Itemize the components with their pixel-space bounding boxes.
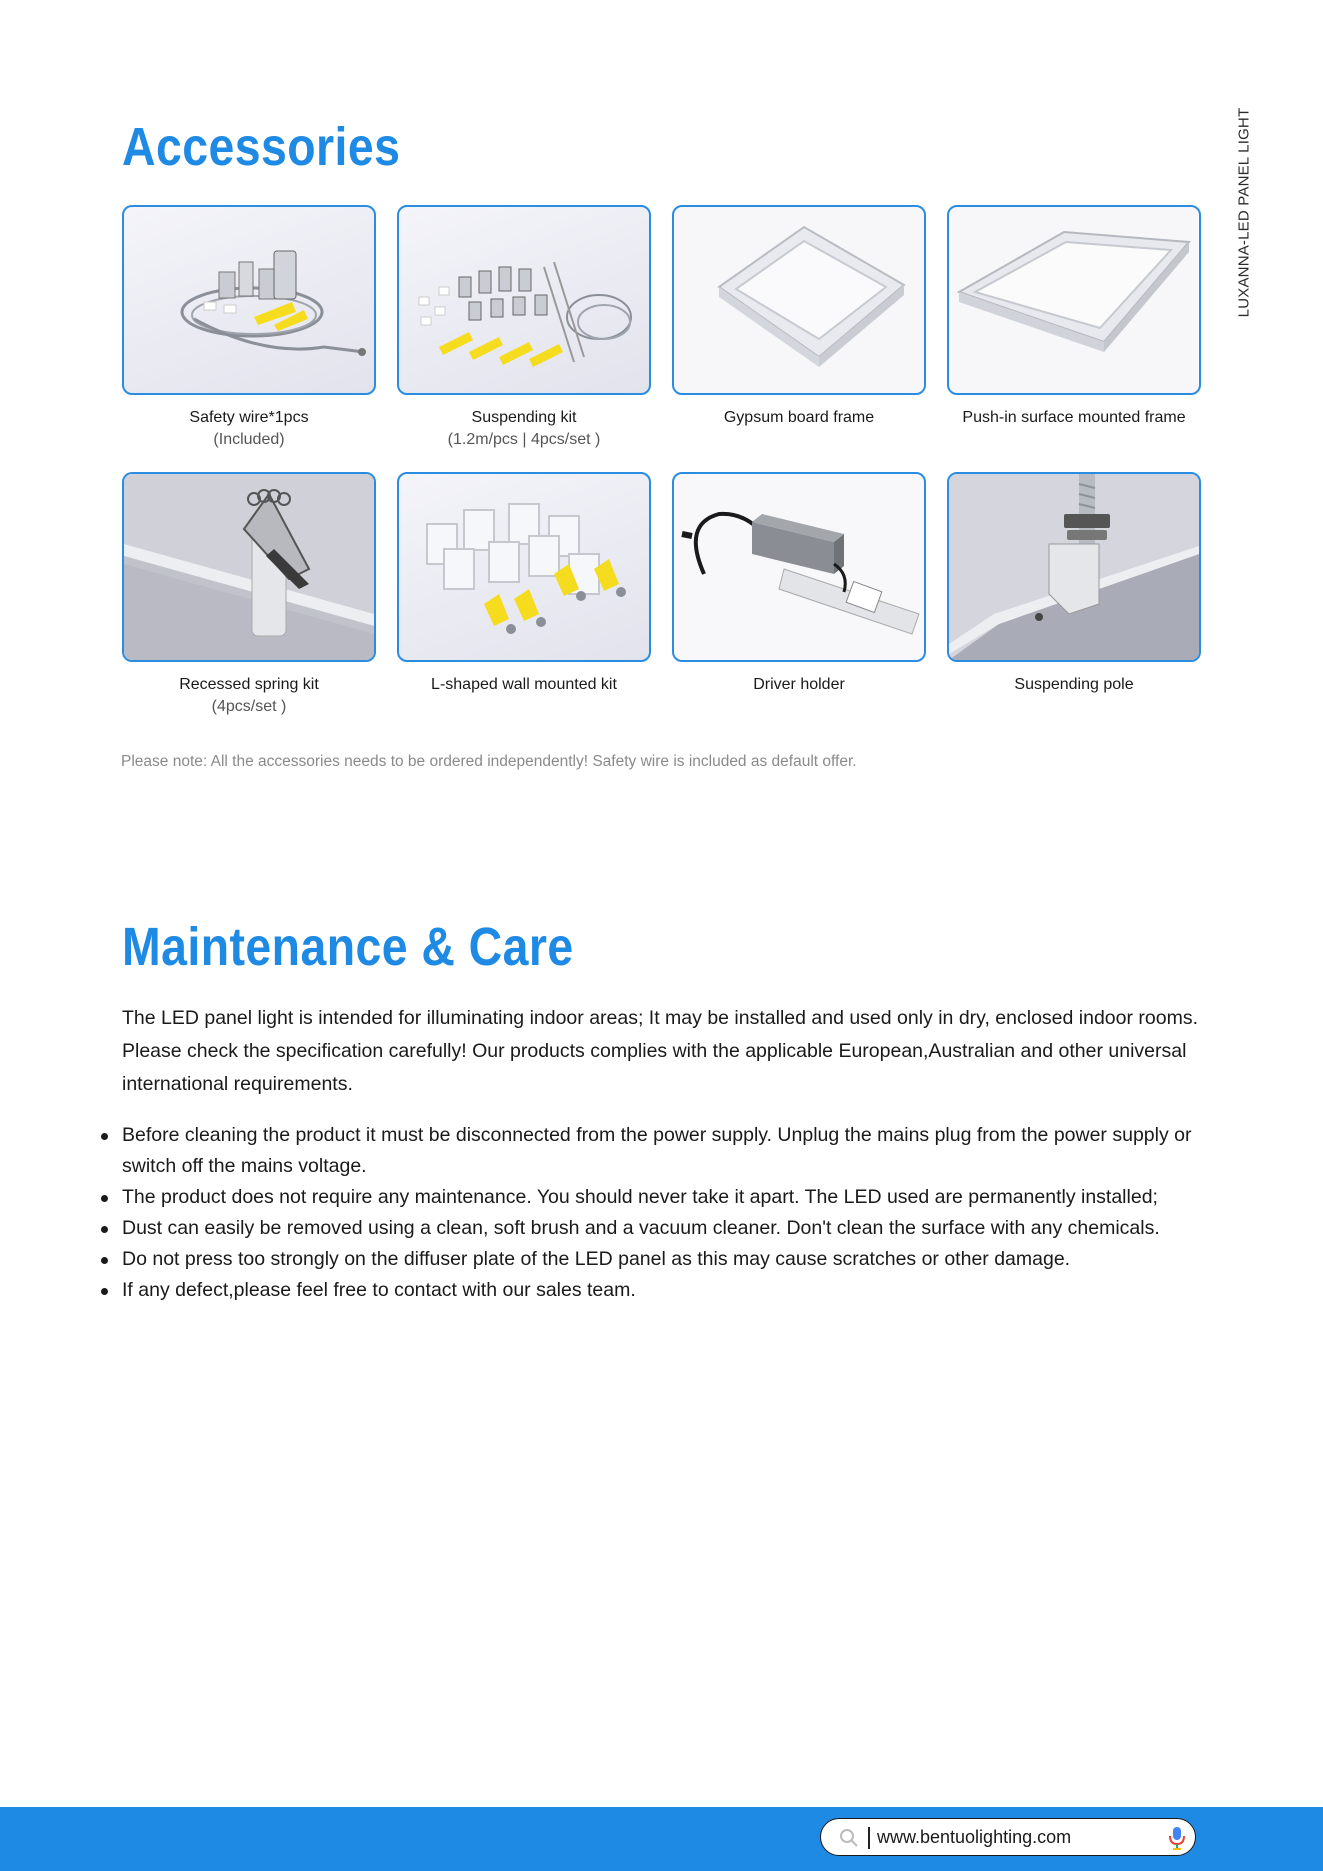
maintenance-list — [122, 1120, 1212, 1306]
accessory-sub: (1.2m/pcs | 4pcs/set ) — [447, 431, 601, 448]
search-icon — [839, 1828, 859, 1848]
suspending-pole-photo — [947, 472, 1201, 662]
accessory-card — [397, 472, 651, 719]
gypsum-frame-photo — [672, 205, 926, 395]
list-item: If any defect,please feel free to contact with our sales team. — [122, 1275, 1212, 1306]
accessory-name: Suspending pole — [1014, 676, 1134, 693]
accessories-grid-row-2 — [122, 472, 1202, 719]
accessory-sub: (Included) — [213, 431, 285, 448]
website-url: www.bentuolighting.com — [877, 1827, 1072, 1847]
accessory-name: L-shaped wall mounted kit — [431, 676, 617, 693]
list-item: Dust can easily be removed using a clean, soft brush and a vacuum cleaner. Don't clean the surface with any chemicals. — [122, 1213, 1212, 1244]
safety-wire-photo — [122, 205, 376, 395]
accessories-heading: Accessories — [122, 117, 401, 177]
accessory-card — [122, 205, 376, 452]
accessory-card — [947, 205, 1201, 452]
accessory-card — [122, 472, 376, 719]
list-item: Do not press too strongly on the diffuser plate of the LED panel as this may cause scratches or other damage. — [122, 1244, 1212, 1275]
list-item: The product does not require any maintenance. You should never take it apart. The LED used are permanently installed; — [122, 1182, 1212, 1213]
wall-mount-kit-photo — [397, 472, 651, 662]
side-label — [1229, 100, 1259, 324]
accessory-name: Gypsum board frame — [723, 409, 875, 426]
maintenance-heading: Maintenance & Care — [122, 917, 574, 977]
accessories-note: Please note: All the accessories needs to be ordered independently! Safety wire is included as default offer. — [121, 753, 857, 770]
accessory-card — [947, 472, 1201, 719]
accessory-name: Push-in surface mounted frame — [962, 409, 1186, 426]
accessory-name: Safety wire*1pcs — [189, 409, 309, 426]
microphone-icon — [1169, 1826, 1185, 1850]
surface-frame-photo — [947, 205, 1201, 395]
driver-holder-photo — [672, 472, 926, 662]
accessory-sub: (4pcs/set ) — [211, 698, 287, 715]
accessory-card — [397, 205, 651, 452]
accessory-card — [672, 205, 926, 452]
website-search-bar — [820, 1818, 1196, 1856]
accessory-card — [672, 472, 926, 719]
list-item: Before cleaning the product it must be disconnected from the power supply. Unplug the mains plug from the power supply or switch off the mains voltage. — [122, 1120, 1212, 1182]
maintenance-intro: The LED panel light is intended for illuminating indoor areas; It may be installed and used only in dry, enclosed indoor rooms. Please check the specification carefully! Our products complies with the applicable European,Australian and other universal international requirements. — [122, 1007, 1198, 1095]
accessory-name: Driver holder — [753, 676, 845, 693]
suspending-kit-photo — [397, 205, 651, 395]
spring-kit-photo — [122, 472, 376, 662]
accessories-grid-row-1 — [122, 205, 1202, 452]
text-cursor — [868, 1827, 870, 1849]
accessory-name: Suspending kit — [471, 409, 577, 426]
side-label-text: LUXANNA-LED PANEL LIGHT — [1235, 107, 1253, 317]
accessory-name: Recessed spring kit — [179, 676, 319, 693]
